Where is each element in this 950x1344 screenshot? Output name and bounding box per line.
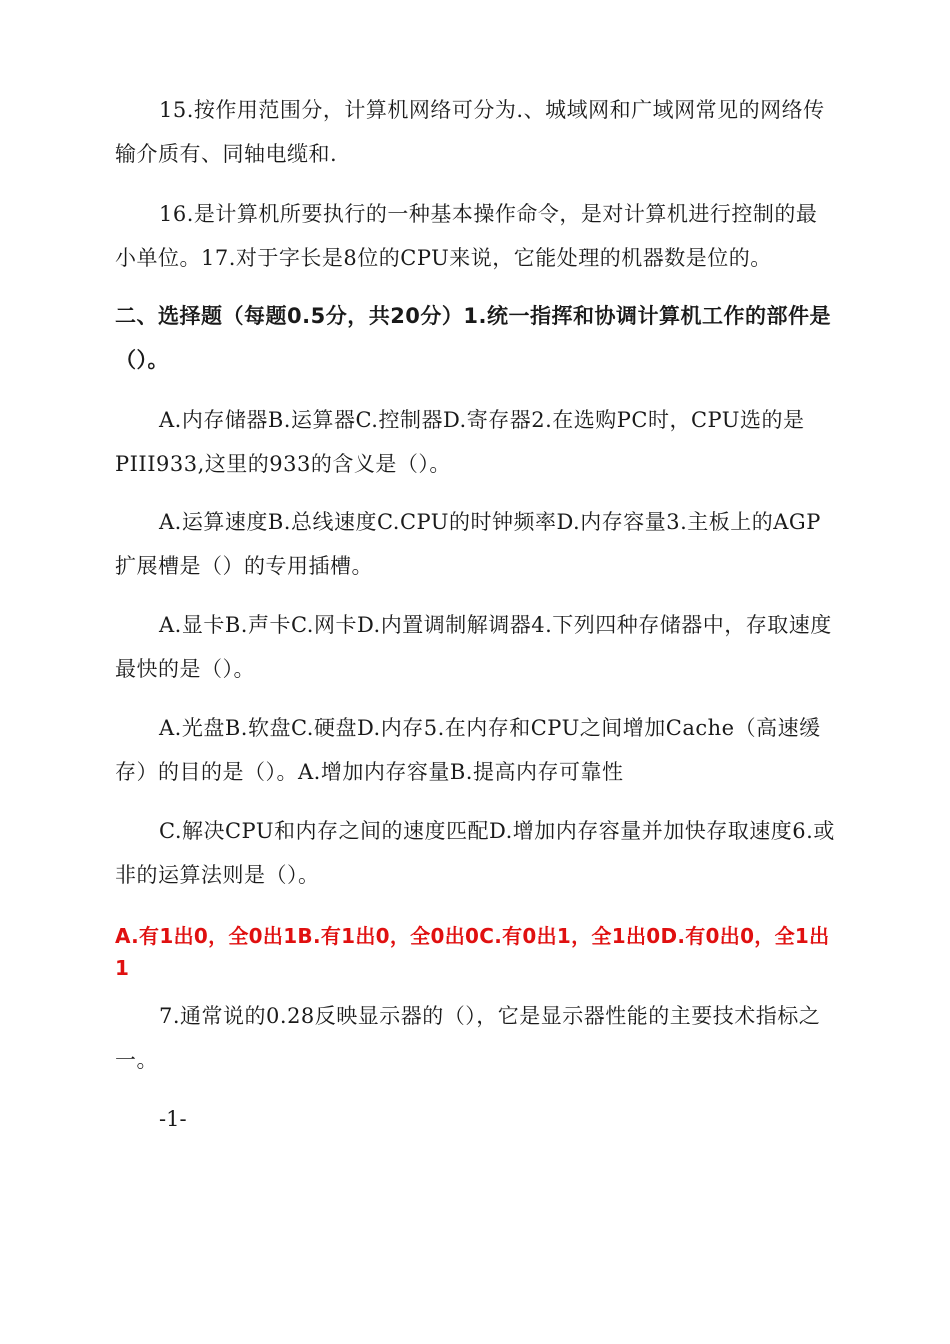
paragraph-q4-options: A.光盘B.软盘C.硬盘D.内存5.在内存和CPU之间增加Cache（高速缓存）的目的是（）。A.增加内存容量B.提高内存可靠性 [115, 716, 821, 784]
paragraph-q7: 7.通常说的0.28反映显示器的（），它是显示器性能的主要技术指标之一。 [115, 1004, 821, 1072]
paragraph-q2-options: A.运算速度B.总线速度C.CPU的时钟频率D.内存容量3.主板上的AGP扩展槽是（）的专用插槽。 [115, 510, 821, 578]
section-heading-choice: 二、选择题（每题0.5分，共20分）1.统一指挥和协调计算机工作的部件是（）。 [115, 304, 832, 372]
paragraph-q5-options: C.解决CPU和内存之间的速度匹配D.增加内存容量并加快存取速度6.或非的运算法则是（）。 [115, 819, 835, 887]
page-number: -1- [159, 1107, 187, 1131]
paragraph-q1-options: A.内存储器B.运算器C.控制器D.寄存器2.在选购PC时，CPU选的是PIII933,这里的933的含义是（）。 [115, 408, 805, 476]
paragraph-q3-options: A.显卡B.声卡C.网卡D.内置调制解调器4.下列四种存储器中，存取速度最快的是（）。 [115, 613, 832, 681]
paragraph-q16-q17: 16.是计算机所要执行的一种基本操作命令，是对计算机进行控制的最小单位。17.对于字长是8位的CPU来说，它能处理的机器数是位的。 [115, 202, 818, 270]
paragraph-q6-options-highlighted: A.有1出0，全0出1B.有1出0，全0出0C.有0出1，全1出0D.有0出0，全1出1 [115, 924, 830, 980]
paragraph-q15: 15.按作用范围分，计算机网络可分为.、城域网和广域网常见的网络传输介质有、同轴电缆和. [115, 98, 825, 166]
